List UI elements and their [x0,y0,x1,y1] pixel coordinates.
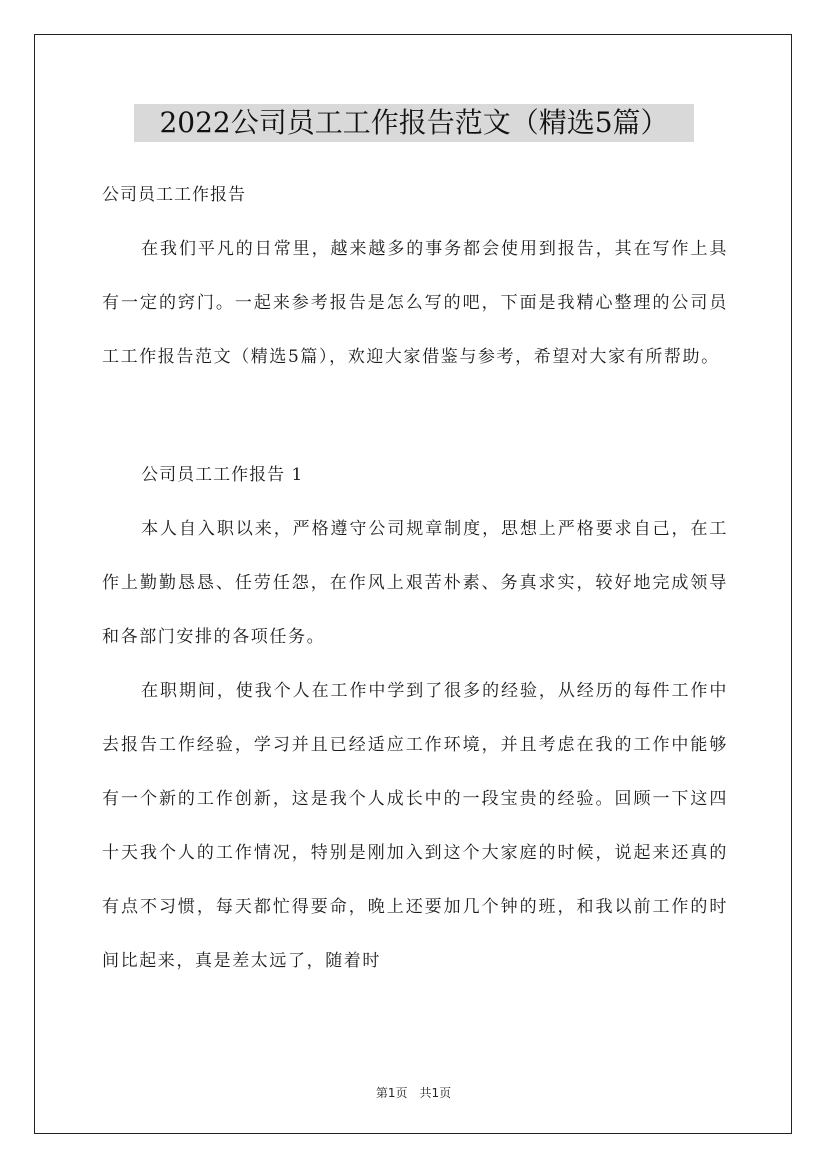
intro-heading: 公司员工工作报告 [102,185,246,205]
page-footer: 第1页 共1页 [375,1086,452,1100]
section1-paragraph-1: 本人自入职以来，严格遵守公司规章制度，思想上严格要求自己，在工作上勤勤恳恳、任劳任怨，在作风上艰苦朴素、务真求实，较好地完成领导和各部门安排的各项任务。 [102,519,728,647]
section1-paragraph-2: 在职期间，使我个人在工作中学到了很多的经验，从经历的每件工作中去报告工作经验，学习并且已经适应工作环境，并且考虑在我的工作中能够有一个新的工作创新，这是我个人成长中的一段宝贵的经验。回顾一下这四十天我个人的工作情况，特别是刚加入到这个大家庭的时候，说起来还真的有点不习惯，每天都忙得要命，晚上还要加几个钟的班，和我以前工作的时间比起来，真是差太远了，随着时 [102,681,728,971]
document-body [102,168,728,988]
section-spacer [102,384,728,448]
document-title: 2022公司员工工作报告范文（精选5篇） [134,104,694,142]
section1-heading: 公司员工工作报告 1 [141,465,304,485]
intro-paragraph: 在我们平凡的日常里，越来越多的事务都会使用到报告，其在写作上具有一定的窍门。一起来参考报告是怎么写的吧，下面是我精心整理的公司员工工作报告范文（精选5篇），欢迎大家借鉴与参考，希望对大家有所帮助。 [102,239,728,367]
